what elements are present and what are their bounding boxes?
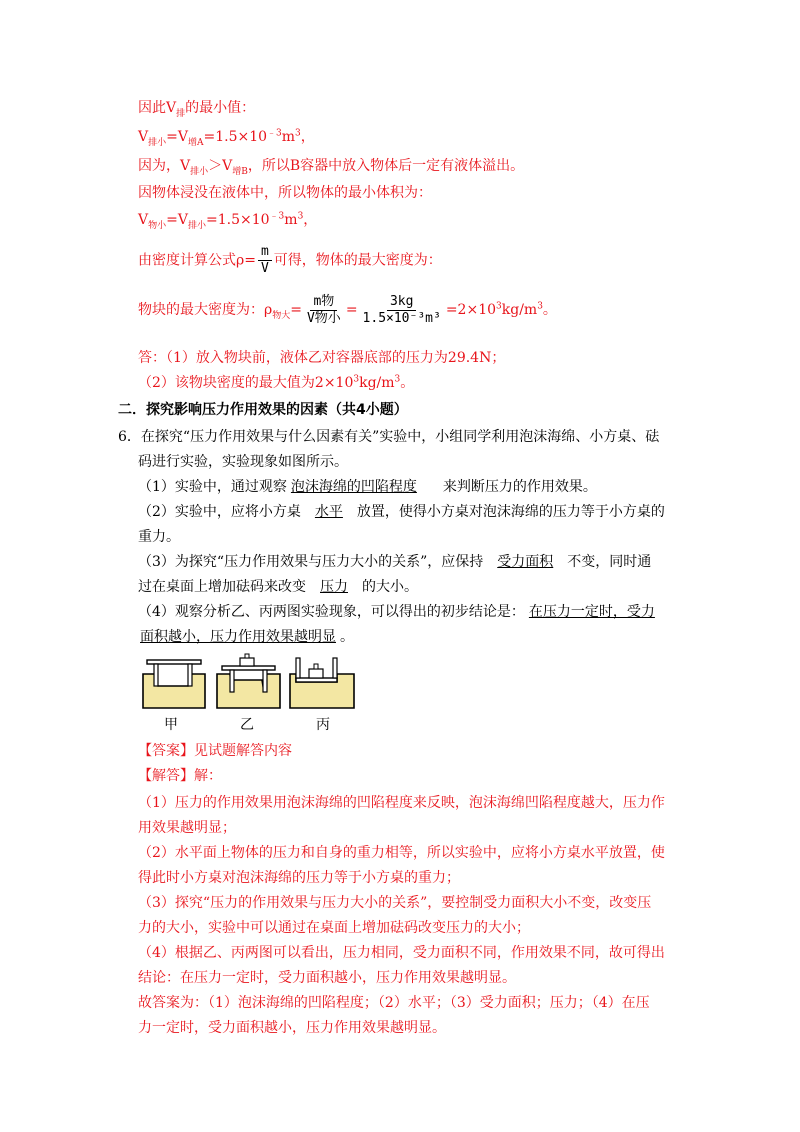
sponge-inverted-table-bing (290, 658, 354, 708)
solution-step-2-cont: 得此时小方桌对泡沫海绵的压力等于小方桌的重力； (138, 870, 460, 886)
density-formula-line: 由密度计算公式ρ= $\frac{m}{V}$ 可得，物体的最大密度为： (138, 244, 442, 276)
question-stem: 码进行实验，实验现象如图所示。 (138, 454, 348, 470)
answer-blank: 水平 (314, 504, 343, 520)
solution-step-1-cont: 用效果越明显； (138, 820, 236, 836)
solution-step-4: （4）根据乙、丙两图可以看出，压力相同，受力面积不同，作用效果不同，故可得出 (138, 945, 665, 961)
sponge-table-jia (143, 660, 205, 708)
numeric-fraction: $\frac{3kg}{\text{1.5×10⁻³m³}}$ (362, 293, 441, 326)
answer-blank: 面积越小，压力作用效果越明显 (140, 629, 336, 645)
figure-label-bing: 丙 (316, 717, 330, 733)
figure-label-jia: 甲 (164, 717, 178, 733)
answer-blank: 压力 (320, 579, 348, 595)
answer-blank: 泡沫海绵的凹陷程度 (290, 479, 417, 495)
answer-blank: 受力面积 (497, 554, 554, 570)
figure-label-yi: 乙 (240, 717, 254, 733)
solution-line: 因为，$V_{排小}>V_{增B}$，所以B容器中放入物体后一定有液体溢出。 (138, 158, 525, 177)
question-part-2: （2）实验中，应将小方桌 水平 放置，使得小方桌对泡沫海绵的压力等于小方桌的 (138, 504, 665, 520)
solution-step-4-cont: 结论：在压力一定时，受力面积越小，压力作用效果越明显。 (138, 970, 516, 986)
sponge-table-weight-yi (217, 654, 280, 708)
question-part-4-cont: 面积越小，压力作用效果越明显 。 (140, 629, 354, 645)
question-part-3: （3）为探究“压力作用效果与压力大小的关系”，应保持 受力面积 不变，同时通 (138, 554, 652, 570)
max-density-line: 物块的最大密度为：$\rho_{物大}=$ $\frac{\text{m物}}{\text{V物小}}$ = $\frac{3kg}{\text{1.5×10⁻³m³}}$ $=2\times 10^3kg/m^3$。 (138, 293, 557, 326)
density-fraction: $\frac{m}{V}$ (258, 244, 272, 277)
mass-volume-fraction: $\frac{\text{m物}}{\text{V物小}}$ (306, 293, 341, 326)
solution-line: 因物体浸没在液体中，所以物体的最小体积为： (138, 185, 432, 201)
section-heading: 二．探究影响压力作用效果的因素（共4小题） (118, 402, 408, 418)
solution-step-3: （3）探究“压力的作用效果与压力大小的关系”，要控制受力面积大小不变，改变压 (138, 895, 652, 911)
final-answer-cont: 力一定时，受力面积越小，压力作用效果越明显。 (138, 1020, 446, 1036)
question-part-3-cont: 过在桌面上增加砝码来改变 压力 的大小。 (138, 579, 418, 595)
experiment-figure (142, 652, 362, 712)
question-part-4: （4）观察分析乙、丙两图实验现象，可以得出的初步结论是： 在压力一定时，受力 (138, 602, 659, 622)
question-part-1: （1）实验中，通过观察 泡沫海绵的凹陷程度 来判断压力的作用效果。 (138, 479, 597, 495)
jieda-line: 【解答】解： (138, 768, 222, 784)
solution-step-2: （2）水平面上物体的压力和自身的重力相等，所以实验中，应将小方桌水平放置，使 (138, 845, 665, 861)
final-answer: 故答案为：（1）泡沫海绵的凹陷程度；（2）水平；（3）受力面积；压力；（4）在压 (138, 995, 650, 1011)
question-stem: 6．在探究“压力作用效果与什么因素有关”实验中，小组同学利用泡沫海绵、小方桌、砝 (118, 429, 660, 445)
solution-step-1: （1）压力的作用效果用泡沫海绵的凹陷程度来反映，泡沫海绵凹陷程度越大，压力作 (138, 795, 665, 811)
solution-step-3-cont: 力的大小，实验中可以通过在桌面上增加砝码改变压力的大小； (138, 920, 530, 936)
solution-line: $V_{排小}=V_{增A}=1.5\times 10^{﹣3}m^3$， (138, 128, 315, 148)
answer-blank: 在压力一定时，受力 (528, 604, 655, 620)
solution-line: $V_{物小}=V_{排小}=1.5\times 10^{﹣3}m^3$， (138, 211, 318, 231)
answer-tag: 【答案】见试题解答内容 (138, 743, 292, 759)
answer-line-2: （2）该物块密度的最大值为$2\times 10^3kg/m^3$。 (138, 374, 415, 391)
question-part-2-cont: 重力。 (138, 529, 180, 545)
solution-line: 因此$V_排$的最小值： (138, 100, 256, 119)
answer-line-1: 答：（1）放入物块前，液体乙对容器底部的压力为29.4N； (138, 350, 506, 366)
